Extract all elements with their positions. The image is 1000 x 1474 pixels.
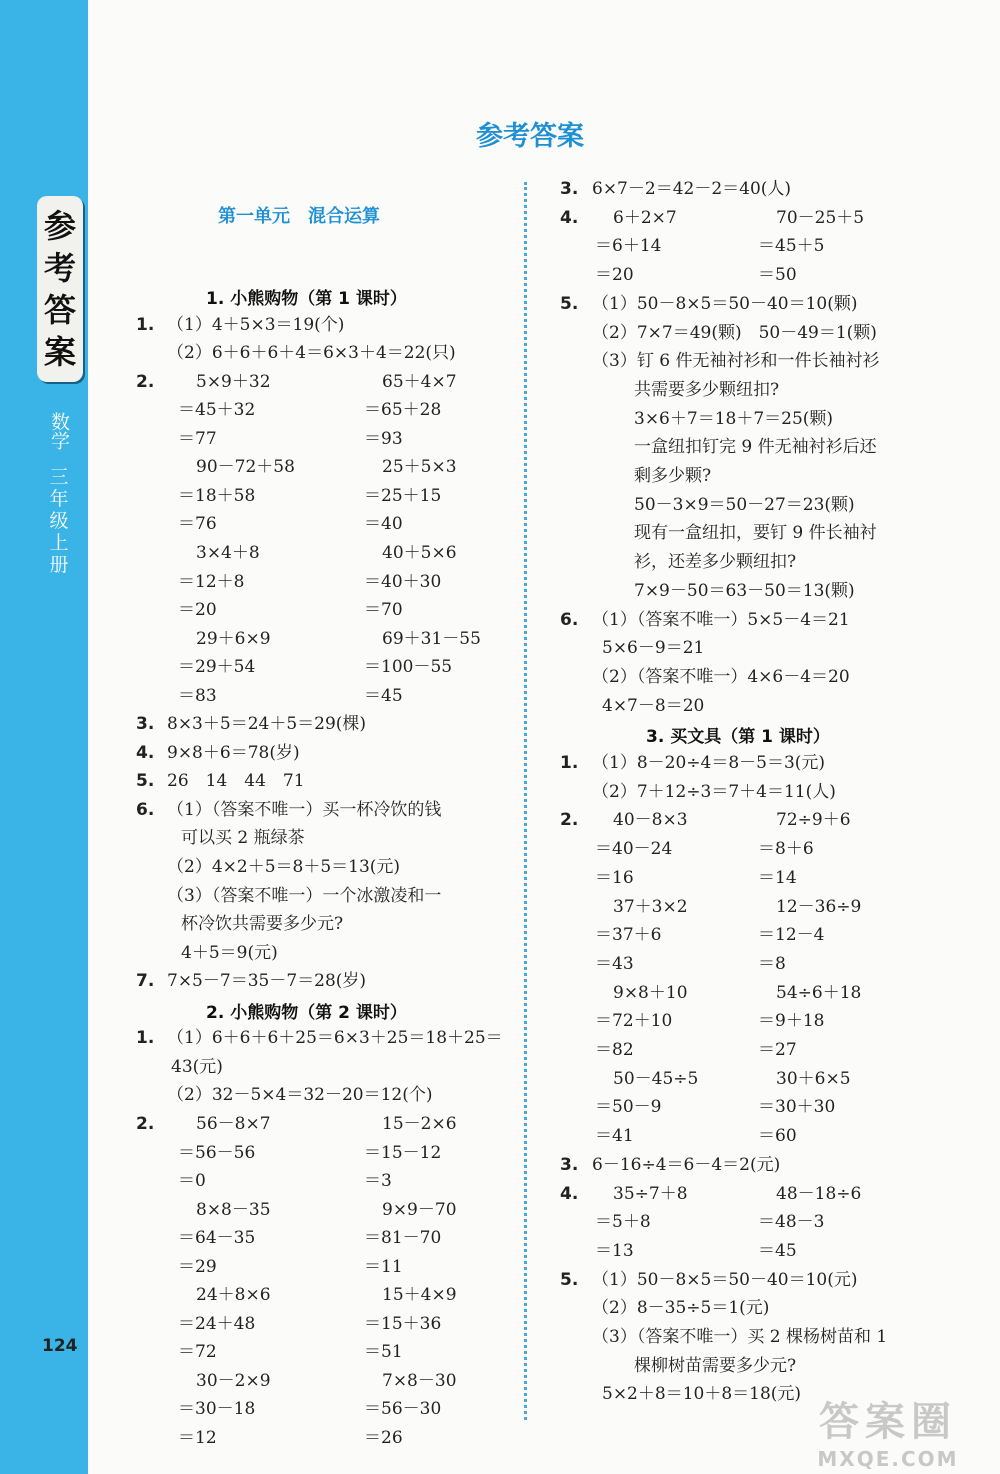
calc-step: ＝8: [758, 953, 786, 974]
question-number: 2.: [560, 810, 579, 831]
calc-step: ＝81－70: [364, 1228, 442, 1249]
answer-line: 一盒纽扣钉完 9 件无袖衬衫后还: [634, 437, 877, 458]
calc-step: 48－18÷6: [776, 1183, 862, 1204]
question-number: 1.: [136, 1028, 155, 1049]
answer-line: （2）6＋6＋6＋4＝6×3＋4＝22(只): [167, 343, 456, 364]
calc-step: 25＋5×3: [382, 457, 457, 478]
question-number: 1.: [136, 314, 155, 335]
calc-step: ＝72＋10: [595, 1011, 673, 1032]
calc-step: ＝30＋30: [758, 1097, 836, 1118]
calc-step: ＝41: [595, 1126, 634, 1147]
calc-step: 70－25＋5: [776, 207, 865, 228]
sidebar-grade-char: 年: [49, 488, 69, 510]
calc-step: ＝51: [364, 1342, 403, 1363]
answer-line: （1）4＋5×3＝19(个): [167, 314, 345, 335]
calc-step: ＝60: [758, 1126, 797, 1147]
calc-step: ＝13: [595, 1240, 634, 1261]
calc-step: 6＋2×7: [613, 207, 677, 228]
answer-line: 4＋5＝9(元): [181, 942, 278, 963]
calc-step: ＝24＋48: [178, 1313, 256, 1334]
calc-step: ＝83: [178, 685, 217, 706]
calc-step: ＝14: [758, 867, 797, 888]
calc-step: 9×9－70: [382, 1199, 457, 1220]
calc-step: ＝65＋28: [364, 400, 442, 421]
lesson-heading: 1. 小熊购物（第 1 课时）: [206, 289, 407, 309]
calc-step: ＝25＋15: [364, 485, 442, 506]
answer-line: （1）6＋6＋6＋25＝6×3＋25＝18＋25＝: [167, 1028, 503, 1049]
answer-line: （1）50－8×5＝50－40＝10(元): [592, 1269, 858, 1290]
calc-step: 9×8＋10: [613, 982, 688, 1003]
calc-step: ＝48－3: [758, 1212, 825, 1233]
sidebar: [0, 0, 88, 1474]
calc-step: 40－8×3: [613, 810, 688, 831]
answer-line: （2）8－35÷5＝1(元): [592, 1298, 770, 1319]
calc-step: 50－45÷5: [613, 1068, 699, 1089]
calc-step: ＝40: [364, 514, 403, 535]
calc-step: 65＋4×7: [382, 371, 457, 392]
calc-step: ＝93: [364, 428, 403, 449]
answer-line: 4×7－8＝20: [602, 695, 705, 716]
sidebar-grade-char: 三: [49, 466, 69, 488]
question-number: 3.: [560, 1154, 579, 1175]
sidebar-tab-char: 参: [43, 207, 76, 245]
calc-step: ＝30－18: [178, 1399, 256, 1420]
calc-step: 54÷6＋18: [776, 982, 862, 1003]
answer-line: 8×3＋5＝24＋5＝29(棵): [167, 714, 367, 735]
watermark-url: MXQE.COM: [817, 1447, 959, 1471]
sidebar-grade-char: 册: [49, 554, 69, 576]
calc-step: ＝50: [758, 265, 797, 286]
question-number: 1.: [560, 753, 579, 773]
calc-step: ＝43: [595, 953, 634, 974]
calc-step: ＝29＋54: [178, 657, 256, 678]
answer-line: （1）8－20÷4＝8－5＝3(元): [592, 753, 826, 773]
page-number: 124: [42, 1336, 78, 1356]
calc-step: ＝56－30: [364, 1399, 442, 1420]
calc-step: ＝20: [595, 265, 634, 286]
question-number: 5.: [560, 293, 579, 314]
sidebar-subject: 数学: [48, 412, 70, 450]
calc-step: 35÷7＋8: [613, 1183, 688, 1204]
calc-step: ＝8＋6: [758, 839, 814, 860]
calc-step: ＝45＋32: [178, 400, 256, 421]
calc-step: ＝20: [178, 600, 217, 621]
calc-step: 56－8×7: [196, 1113, 271, 1134]
unit-heading: 第一单元 混合运算: [218, 206, 380, 227]
answer-line: （2）7＋12÷3＝7＋4＝11(人): [592, 781, 836, 802]
answer-line: 3×6＋7＝18＋7＝25(颗): [634, 408, 834, 429]
calc-step: ＝45＋5: [758, 236, 825, 257]
answer-line: （3）钉 6 件无袖衬衫和一件长袖衬衫: [592, 351, 880, 372]
calc-step: 15－2×6: [382, 1113, 457, 1134]
calc-step: ＝45: [364, 685, 403, 706]
calc-step: 15＋4×9: [382, 1285, 457, 1306]
answer-line: 7×9－50＝63－50＝13(颗): [634, 580, 855, 601]
calc-step: ＝15＋36: [364, 1313, 442, 1334]
calc-step: ＝37＋6: [595, 925, 662, 946]
answer-line: （1）50－8×5＝50－40＝10(颗): [592, 293, 858, 314]
calc-step: ＝64－35: [178, 1228, 256, 1249]
answer-line: 杯冷饮共需要多少元?: [181, 914, 344, 935]
answer-line: 共需要多少颗纽扣?: [634, 379, 780, 400]
answer-line: （2）4×2＋5＝8＋5＝13(元): [167, 857, 401, 877]
calc-step: ＝12: [178, 1428, 217, 1448]
calc-step: 7×8－30: [382, 1370, 457, 1391]
answer-line: （3）（答案不唯一）一个冰激凌和一: [167, 885, 442, 906]
calc-step: 30－2×9: [196, 1370, 271, 1391]
answer-line: 5×6－9＝21: [602, 638, 705, 659]
calc-step: ＝76: [178, 514, 217, 535]
calc-step: 40＋5×6: [382, 542, 457, 563]
calc-step: ＝100－55: [364, 657, 453, 678]
calc-step: 24＋8×6: [196, 1285, 271, 1306]
answer-line: （1）（答案不唯一）5×5－4＝21: [592, 609, 850, 630]
calc-step: ＝26: [364, 1428, 403, 1448]
answer-line: 9×8＋6＝78(岁): [167, 742, 300, 763]
watermark-text: 答案圈: [819, 1399, 957, 1445]
sidebar-subject-grade: [44, 412, 74, 576]
question-number: 4.: [136, 742, 155, 763]
answer-line: 棵柳树苗需要多少元?: [634, 1355, 797, 1376]
sidebar-tab-char: 案: [43, 333, 76, 371]
calc-step: ＝29: [178, 1256, 217, 1277]
calc-step: 90－72＋58: [196, 457, 295, 478]
answer-line: 43(元): [171, 1056, 223, 1077]
calc-step: 37＋3×2: [613, 896, 688, 917]
calc-step: ＝18＋58: [178, 485, 256, 506]
answer-line: （2）32－5×4＝32－20＝12(个): [167, 1085, 433, 1106]
calc-step: ＝77: [178, 428, 217, 449]
question-number: 3.: [560, 179, 579, 199]
calc-step: ＝70: [364, 600, 403, 621]
calc-step: 30＋6×5: [776, 1068, 851, 1089]
question-number: 4.: [560, 1183, 579, 1204]
question-number: 7.: [136, 971, 155, 992]
calc-step: ＝0: [178, 1171, 206, 1192]
answer-line: 可以买 2 瓶绿茶: [181, 828, 305, 849]
calc-step: ＝12－4: [758, 925, 825, 946]
sidebar-tab-char: 答: [43, 291, 76, 329]
question-number: 6.: [560, 609, 579, 630]
calc-step: ＝50－9: [595, 1097, 662, 1118]
calc-step: 69＋31－55: [382, 628, 481, 649]
calc-step: ＝9＋18: [758, 1011, 825, 1032]
calc-step: ＝56－56: [178, 1142, 256, 1163]
calc-step: ＝3: [364, 1171, 392, 1192]
calc-step: ＝27: [758, 1040, 797, 1060]
answer-line: 5×2＋8＝10＋8＝18(元): [602, 1384, 802, 1405]
calc-step: ＝12＋8: [178, 571, 245, 592]
lesson-heading: 3. 买文具（第 1 课时）: [646, 727, 830, 748]
answer-line: （2）（答案不唯一）4×6－4＝20: [592, 666, 850, 687]
lesson-heading: 2. 小熊购物（第 2 课时）: [206, 1002, 407, 1023]
question-number: 5.: [136, 771, 155, 792]
calc-step: 3×4＋8: [196, 542, 260, 563]
calc-step: ＝45: [758, 1240, 797, 1261]
answer-line: 6×7－2＝42－2＝40(人): [592, 179, 792, 199]
answer-line: （2）7×7＝49(颗) 50－49＝1(颗): [592, 322, 877, 343]
sidebar-grade-char: 上: [49, 532, 69, 554]
calc-step: 12－36÷9: [776, 896, 862, 917]
page-title: 参考答案: [476, 121, 584, 152]
calc-step: 29＋6×9: [196, 628, 271, 649]
answer-line: （1）（答案不唯一）买一杯冷饮的钱: [167, 799, 442, 820]
calc-step: ＝40＋30: [364, 571, 442, 592]
question-number: 3.: [136, 714, 155, 735]
question-number: 4.: [560, 207, 579, 228]
sidebar-tab: [37, 196, 83, 382]
answer-line: 50－3×9＝50－27＝23(颗): [634, 494, 855, 515]
column-divider: [524, 182, 527, 1420]
calc-step: ＝16: [595, 867, 634, 888]
calc-step: 5×9＋32: [196, 371, 271, 392]
calc-step: ＝6＋14: [595, 236, 662, 257]
calc-step: ＝72: [178, 1342, 217, 1363]
calc-step: ＝11: [364, 1256, 403, 1277]
calc-step: ＝5＋8: [595, 1212, 651, 1233]
answer-line: 剩多少颗?: [634, 466, 712, 486]
question-number: 2.: [136, 1113, 155, 1134]
question-number: 6.: [136, 799, 155, 820]
answer-line: 6－16÷4＝6－4＝2(元): [592, 1154, 781, 1175]
calc-step: ＝40－24: [595, 839, 673, 860]
answer-line: 7×5－7＝35－7＝28(岁): [167, 971, 367, 992]
question-number: 5.: [560, 1269, 579, 1290]
calc-step: ＝82: [595, 1040, 634, 1060]
calc-step: 72÷9＋6: [776, 810, 851, 831]
calc-step: ＝15－12: [364, 1142, 442, 1163]
question-number: 2.: [136, 371, 155, 392]
answer-line: 衫，还差多少颗纽扣?: [634, 552, 797, 573]
answer-line: 26 14 44 71: [167, 771, 305, 792]
sidebar-grade-char: 级: [49, 510, 69, 532]
answer-line: （3）（答案不唯一）买 2 棵杨树苗和 1: [592, 1327, 888, 1347]
watermark: [790, 1390, 986, 1471]
sidebar-tab-char: 考: [43, 249, 76, 287]
answer-line: 现有一盒纽扣，要钉 9 件长袖衬: [634, 523, 877, 544]
calc-step: 8×8－35: [196, 1199, 271, 1220]
